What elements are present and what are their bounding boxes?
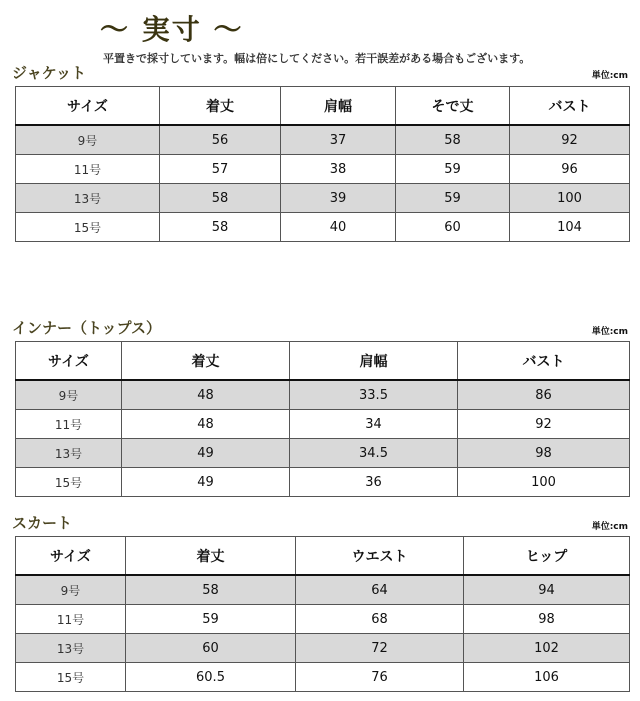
table-cell: 38 — [281, 155, 396, 184]
table-cell: 100 — [510, 184, 630, 213]
size-cell: 11号 — [16, 605, 126, 634]
table-cell: 104 — [510, 213, 630, 242]
table-cell: 100 — [458, 468, 630, 497]
table-row — [16, 634, 630, 663]
column-header: 着丈 — [122, 342, 290, 381]
column-header: サイズ — [16, 537, 126, 576]
table-header-row — [16, 537, 630, 576]
column-header: 肩幅 — [290, 342, 458, 381]
size-cell: 13号 — [16, 184, 160, 213]
table-row — [16, 155, 630, 184]
jacket-section-title: ジャケット — [12, 64, 86, 82]
table-row — [16, 575, 630, 605]
inner-section-title: インナー（トップス） — [12, 319, 161, 337]
table-cell: 58 — [396, 125, 510, 155]
table-cell: 92 — [458, 410, 630, 439]
table-cell: 58 — [160, 213, 281, 242]
size-cell: 9号 — [16, 380, 122, 410]
table-header-row — [16, 342, 630, 381]
column-header: バスト — [510, 87, 630, 126]
column-header: 肩幅 — [281, 87, 396, 126]
page-title: ～ 実寸 ～ — [100, 13, 244, 46]
table-cell: 57 — [160, 155, 281, 184]
table-cell: 68 — [296, 605, 464, 634]
table-cell: 40 — [281, 213, 396, 242]
size-cell: 9号 — [16, 575, 126, 605]
table-row — [16, 380, 630, 410]
table-cell: 37 — [281, 125, 396, 155]
table-cell: 48 — [122, 410, 290, 439]
jacket-unit-label: 単位:cm — [591, 71, 628, 81]
table-row — [16, 439, 630, 468]
column-header: サイズ — [16, 87, 160, 126]
skirt-size-table — [15, 536, 630, 692]
table-row — [16, 184, 630, 213]
table-cell: 98 — [458, 439, 630, 468]
table-cell: 94 — [464, 575, 630, 605]
table-cell: 49 — [122, 468, 290, 497]
table-cell: 60.5 — [126, 663, 296, 692]
size-cell: 13号 — [16, 634, 126, 663]
table-cell: 58 — [160, 184, 281, 213]
size-cell: 15号 — [16, 663, 126, 692]
table-cell: 49 — [122, 439, 290, 468]
column-header: そで丈 — [396, 87, 510, 126]
table-cell: 98 — [464, 605, 630, 634]
table-cell: 59 — [396, 184, 510, 213]
size-cell: 15号 — [16, 213, 160, 242]
table-cell: 59 — [126, 605, 296, 634]
table-cell: 34 — [290, 410, 458, 439]
size-cell: 11号 — [16, 155, 160, 184]
table-cell: 86 — [458, 380, 630, 410]
size-cell: 9号 — [16, 125, 160, 155]
table-cell: 102 — [464, 634, 630, 663]
measurement-note: 平置きで採寸しています。幅は倍にしてください。若干誤差がある場合もございます。 — [103, 52, 531, 65]
column-header: ウエスト — [296, 537, 464, 576]
table-row — [16, 213, 630, 242]
table-row — [16, 125, 630, 155]
column-header: サイズ — [16, 342, 122, 381]
table-cell: 56 — [160, 125, 281, 155]
column-header: バスト — [458, 342, 630, 381]
column-header: ヒップ — [464, 537, 630, 576]
table-cell: 48 — [122, 380, 290, 410]
inner-size-table — [15, 341, 630, 497]
table-cell: 64 — [296, 575, 464, 605]
table-row — [16, 605, 630, 634]
table-cell: 58 — [126, 575, 296, 605]
table-cell: 96 — [510, 155, 630, 184]
inner-unit-label: 単位:cm — [591, 327, 628, 337]
jacket-size-table — [15, 86, 630, 242]
table-cell: 39 — [281, 184, 396, 213]
table-row — [16, 468, 630, 497]
table-cell: 106 — [464, 663, 630, 692]
size-cell: 13号 — [16, 439, 122, 468]
table-cell: 33.5 — [290, 380, 458, 410]
table-cell: 60 — [126, 634, 296, 663]
column-header: 着丈 — [160, 87, 281, 126]
table-row — [16, 663, 630, 692]
table-cell: 59 — [396, 155, 510, 184]
table-cell: 92 — [510, 125, 630, 155]
table-cell: 60 — [396, 213, 510, 242]
table-row — [16, 410, 630, 439]
size-cell: 11号 — [16, 410, 122, 439]
skirt-unit-label: 単位:cm — [591, 522, 628, 532]
table-cell: 34.5 — [290, 439, 458, 468]
skirt-section-title: スカート — [12, 514, 73, 532]
table-header-row — [16, 87, 630, 126]
size-cell: 15号 — [16, 468, 122, 497]
table-cell: 72 — [296, 634, 464, 663]
column-header: 着丈 — [126, 537, 296, 576]
table-cell: 36 — [290, 468, 458, 497]
table-cell: 76 — [296, 663, 464, 692]
